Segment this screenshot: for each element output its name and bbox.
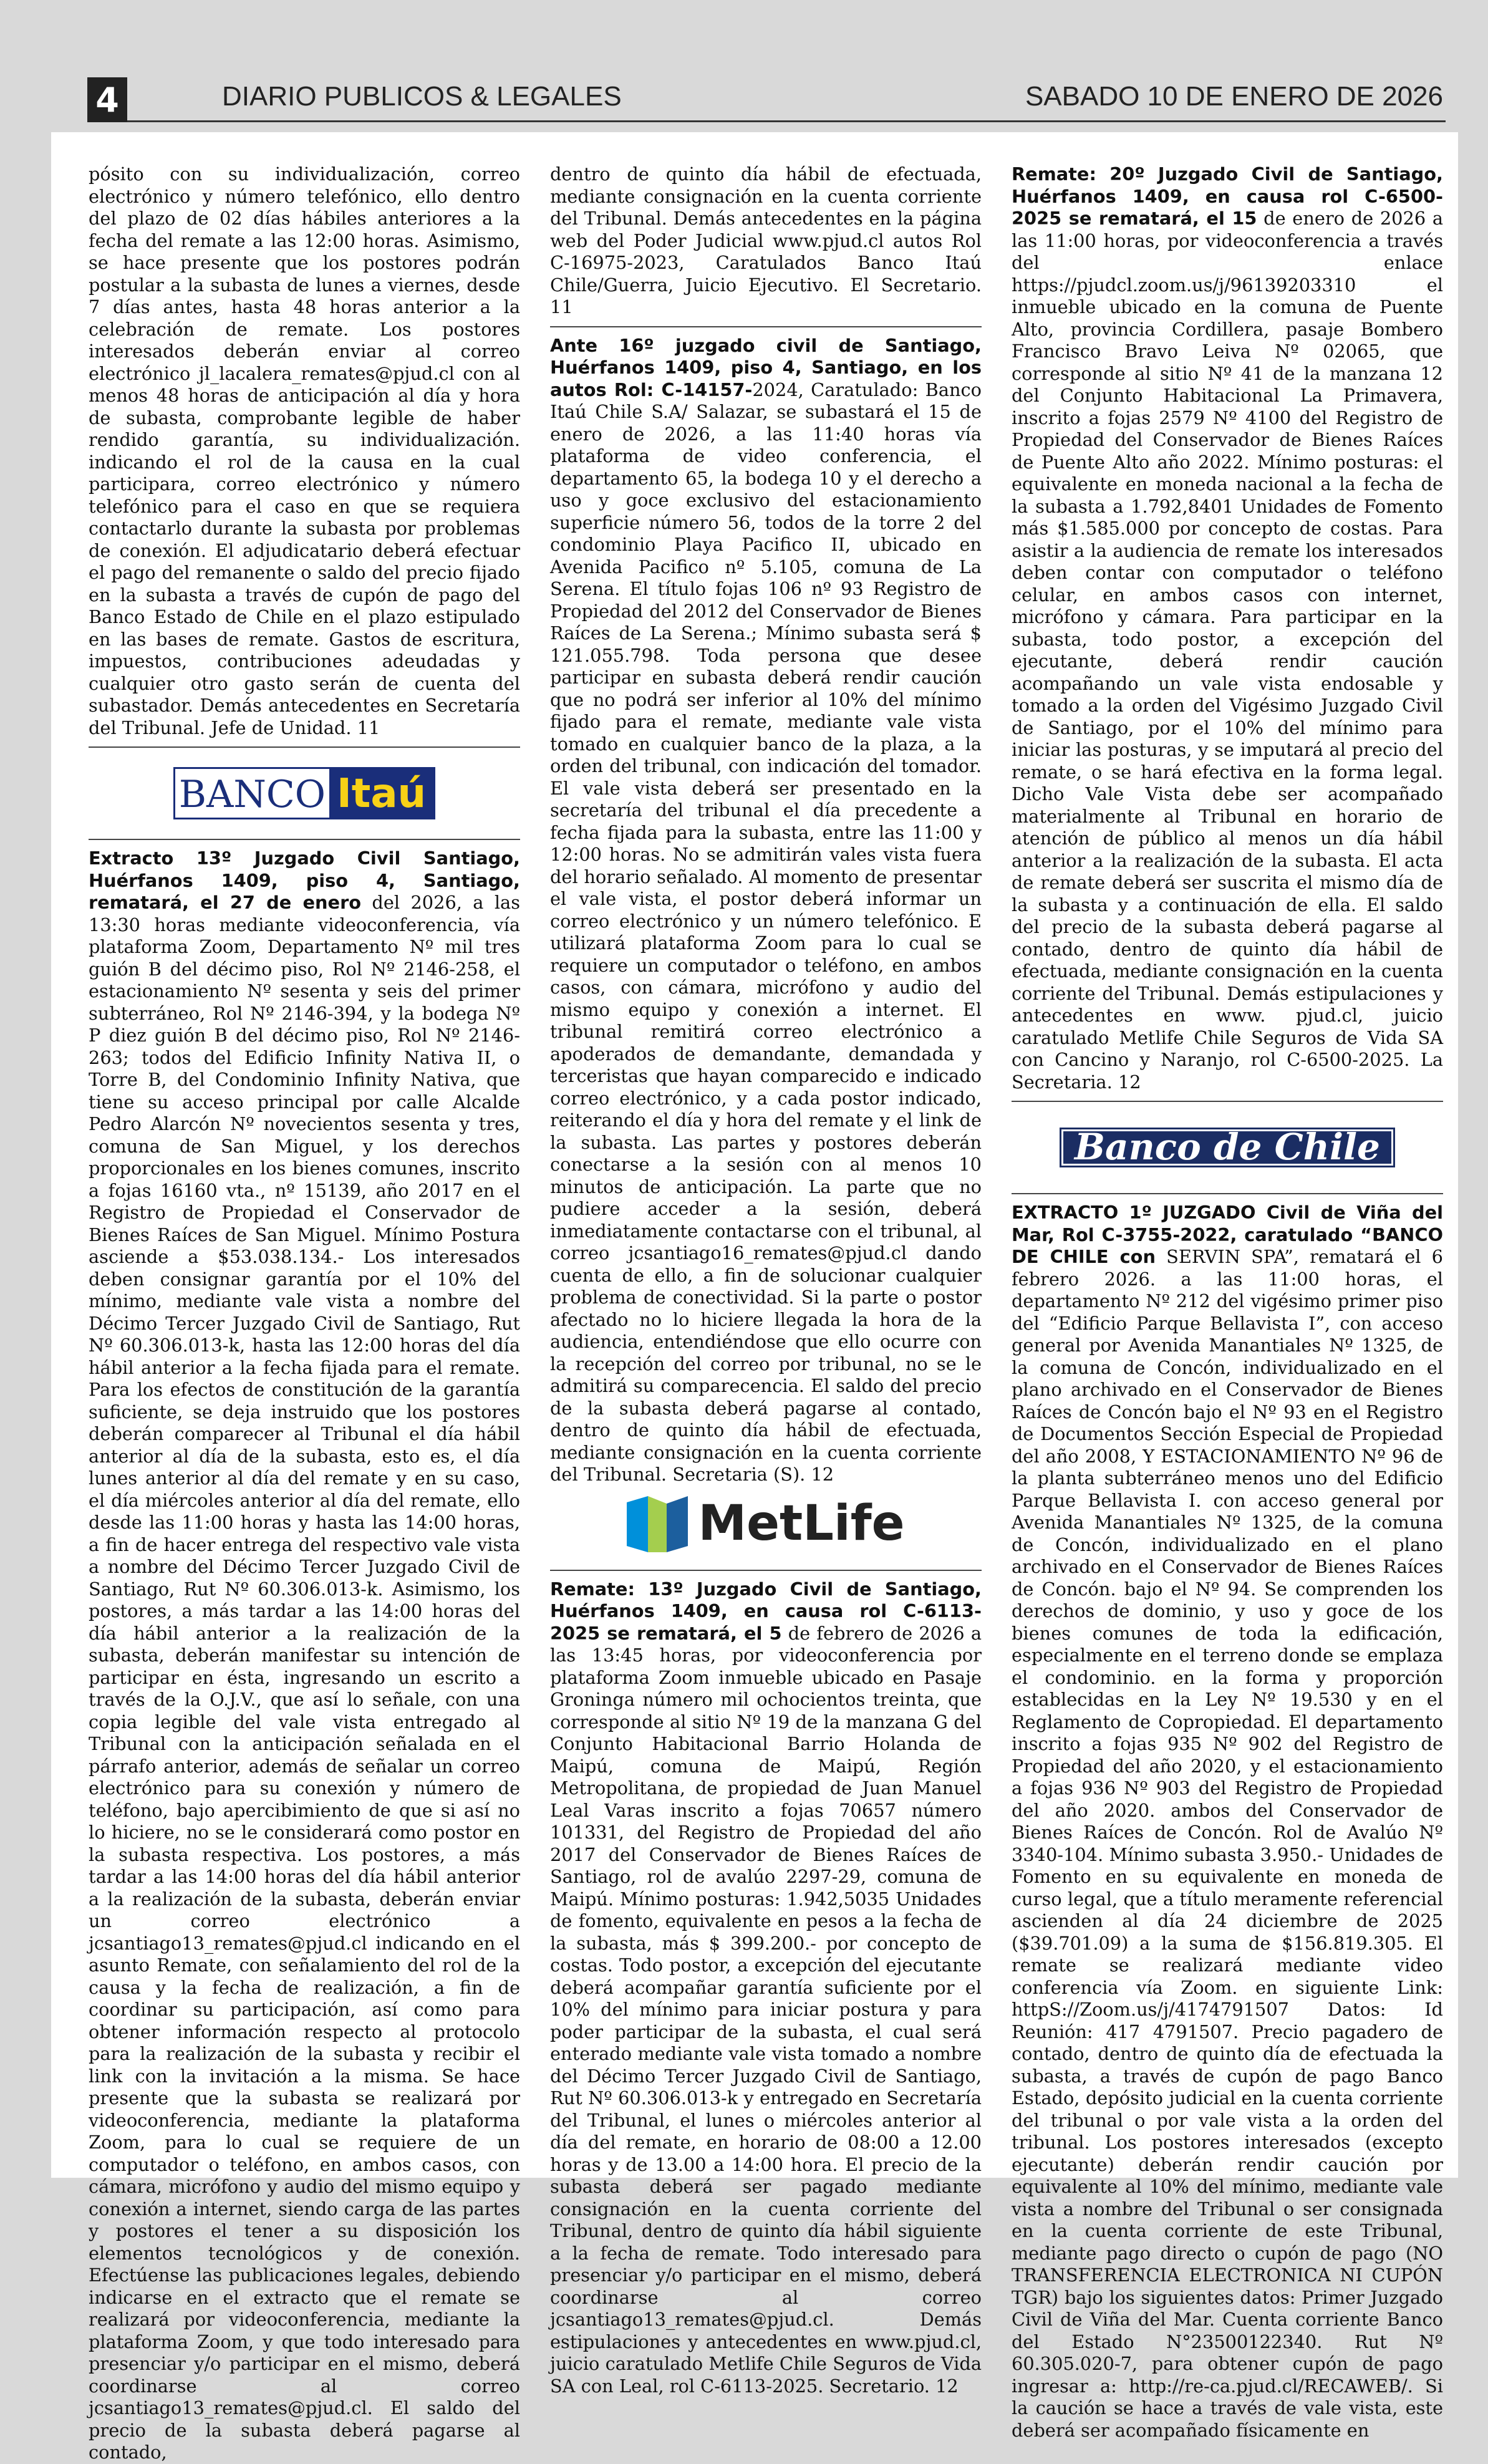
column-3 bbox=[1012, 163, 1443, 2442]
notice-body: SERVIN SPA”, rematará el 6 febrero 2026. a las 11:00 horas, el departamento Nº 212 del vigésimo primer piso del “Edificio Parque Bellavista I”, con acceso general por Avenida Manantiales Nº 1325, de la comuna de Concón, individualizado en el plano archivado en el Conservador de Bienes Raíces de Concón bajo el Nº 93 en el Registro de Documentos Sección Especial de Propiedad del año 2008, Y ESTACIONAMIENTO Nº 96 de la planta subterráneo menos uno del Edificio Parque Bellavista I. con acceso general por Avenida Manantiales Nº 1325, de la comuna de Concón, individualizado en el plano archivado en el Conservador de Bienes Raíces de Concón. bajo el Nº 94. Se comprenden los derechos de dominio, y uso y goce de los bienes comunes de toda la edificación, especialmente en el terreno donde se emplaza el condominio. en la forma y proporción establecidas en la Ley Nº 19.530 y en el Reglamento de Copropiedad. El departamento inscrito a fojas 935 Nº 902 del Registro de Propiedad del año 2020, y el estacionamiento a fojas 936 Nº 903 del Registro de Propiedad del año 2020. ambos del Conservador de Bienes Raíces de Concón. Rol de Avalúo Nº 3340-104. Mínimo subasta 3.950.- Unidades de Fomento en su equivalente en moneda de curso legal, que a título meramente referencial ascienden al día 24 diciembre de 2025 ($39.701.09) a la suma de $156.819.305. El remate se realizará mediante video conferencia vía Zoom. en siguiente Link: httpS://Zoom.us/j/4174791507 Datos: Id Reunión: 417 4791507. Precio pagadero de contado, dentro de quinto día de efectuada la subasta, a través de cupón de pago Banco Estado, depósito judicial en la cuenta corriente del tribunal o por vale vista a la orden del tribunal. Los postores interesados (excepto ejecutante) deberán rendir caución por equivalente al 10% del mínimo, mediante vale vista a nombre del Tribunal o ser consignada en la cuenta corriente de este Tribunal, mediante pago directo o cupón de pago (NO TRANSFERENCIA ELECTRONICA NI CUPÓN TGR) bajo los siguientes datos: Primer Juzgado Civil de Viña del Mar. Cuenta corriente Banco del Estado N°23500122340. Rut Nº 60.305.020-7, para obtener cupón de pago ingresar a: http://re-ca.pjud.cl/RECAWEB/. Si la caución se hace a través de vale vista, este deberá ser acompañado físicamente en bbox=[1012, 1246, 1443, 2441]
notice-heading: Remate: 20º Juzgado Civil de Santiago, Huérfanos 1409, en causa rol C-6500-2025 se rematará, el 15 bbox=[1012, 163, 1443, 229]
notice-body: del 2026, a las 13:30 horas mediante videoconferencia, vía plataforma Zoom, Departamento Nº mil tres guión B del décimo piso, Rol Nº 2146-258, el estacionamiento Nº sesenta y seis del primer subterráneo, Rol Nº 2146-394, y la bodega Nº P diez guión B del décimo piso, Rol Nº 2146-263; todos del Edificio Infinity Nativa II, o Torre B, del Condominio Infinity Nativa, que tiene su acceso principal por calle Alcalde Pedro Alarcón Nº novecientos sesenta y tres, comuna de San Miguel, y los derechos proporcionales en los bienes comunes, inscrito a fojas 16160 vta., nº 15139, año 2017 en el Registro de Propiedad el Conservador de Bienes Raíces de San Miguel. Mínimo Postura asciende a $53.038.134.- Los interesados deben consignar garantía por el 10% del mínimo, mediante vale vista a nombre del Décimo Tercer Juzgado Civil de Santiago, Rut Nº 60.306.013-k, hasta las 12:00 horas del día hábil anterior a la fecha fijada para el remate. Para los efectos de constitución de la garantía suficiente, se deja instruido que los postores deberán comparecer al Tribunal el día hábil anterior al día de la subasta, esto es, el día lunes anterior al día del remate y en su caso, el día miércoles anterior al día del remate, ello desde las 11:00 horas y hasta las 14:00 horas, a fin de hacer entrega del respectivo vale vista a nombre del Décimo Tercer Juzgado Civil de Santiago, Rut Nº 60.306.013-k. Asimismo, los postores, a más tardar a las 14:00 horas del día hábil anterior a la realización de la subasta, deberán manifestar su intención de participar en ésta, ingresando un escrito a través de la O.J.V., que así lo señale, con una copia legible del vale vista entregado al Tribunal con la anticipación señalada en el párrafo anterior, además de señalar un correo electrónico para su conexión y número de teléfono, bajo apercibimiento de que si así no lo hiciere, no se le considerará como postor en la subasta respectiva. Los postores, a más tardar a las 14:00 horas del día hábil anterior a la realización de la subasta, deberán enviar un correo electrónico a jcsantiago13_remates@pjud.cl indicando en el asunto Remate, con señalamiento del rol de la causa y la fecha de realización, a fin de coordinar su participación, así como para obtener información respecto al protocolo para la realización de la subasta y recibir el link con la invitación a la misma. Se hace presente que la subasta se realizará por videoconferencia, mediante la plataforma Zoom, para lo cual se requiere de un computador o teléfono, en ambos casos, con cámara, micrófono y audio del mismo equipo y conexión a internet, siendo carga de las partes y postores el tener a su disposición los elementos tecnológicos y de conexión. Efectúense las publicaciones legales, debiendo indicarse en el extracto que el remate se realizará por videoconferencia, mediante la plataforma Zoom, y que todo interesado para presenciar y/o participar en el mismo, deberá coordinarse al correo jcsantiago13_remates@pjud.cl. El saldo del precio de la subasta deberá pagarse al contado, bbox=[89, 892, 520, 2463]
divider bbox=[89, 839, 520, 840]
notice-text bbox=[550, 1578, 982, 2398]
issue-date: SABADO 10 DE ENERO DE 2026 bbox=[1025, 81, 1443, 112]
logo-text: BANCO bbox=[178, 773, 326, 816]
notice-text bbox=[1012, 163, 1443, 1093]
notice-body: 2024, Caratulado: Banco Itaú Chile S.A/ Salazar, se subastará el 15 de enero de 2026, a las 11:40 horas vía plataforma de video conferencia, el departamento 65, la bodega 10 y el derecho a uso y goce exclusivo del estacionamiento superficie número 56, todos de la torre 2 del condominio Playa Pacifico II, ubicado en Avenida Pacifico nº 5.105, comuna de La Serena. El título fojas 106 nº 93 Registro de Propiedad del 2012 del Conservador de Bienes Raíces de La Serena.; Mínimo subasta será $ 121.055.798. Toda persona que desee participar en subasta deberá rendir caución que no podrá ser inferior al 10% del mínimo fijado para el remate, mediante vale vista tomado en cualquier banco de la plaza, a la orden del tribunal, con indicación del tomador. El vale vista deberá ser presentado en la secretaría del tribunal el día precedente a fecha fijada para la subasta, entre las 11:00 y 12:00 horas. No se admitirán vales vista fuera del horario señalado. Al momento de presentar el vale vista, el postor deberá informar un correo electrónico y un número telefónico. E utilizará plataforma Zoom para lo cual se requiere un computador o teléfono, en ambos casos, con cámara, micrófono y audio del mismo equipo y conexión a internet. El tribunal remitirá correo electrónico a apoderados de demandante, demandada y terceristas que hayan comparecido e indicado correo electrónico, y a cada postor indicado, reiterando el día y hora del remate y el link de la subasta. Las partes y postores deberán conectarse a la sesión con al menos 10 minutos de anticipación. La parte que no pudiere acceder a la sesión, deberá inmediatamente contactarse con el tribunal, al correo jcsantiago16_remates@pjud.cl dando cuenta de ello, a fin de solucionar cualquier problema de conectividad. Si la parte o postor afectado no lo hiciere llegada la hora de la audiencia, entendiéndose que ello ocurre con la recepción del correo por tribunal, no se le admitirá su comparecencia. El saldo del precio de la subasta deberá pagarse al contado, dentro de quinto día hábil de efectuada, mediante consignación en la cuenta corriente del Tribunal. Secretaria (S). 12 bbox=[550, 379, 982, 1485]
metlife-icon bbox=[627, 1496, 688, 1552]
banco-de-chile-logo bbox=[1012, 1109, 1443, 1186]
column-2 bbox=[550, 163, 982, 2397]
page-header bbox=[87, 77, 1446, 122]
notice-text: dentro de quinto día hábil de efectuada, mediante consignación en la cuenta corriente del Tribunal. Demás antecedentes en la página web del Poder Judicial www.pjud.cl autos Rol C-16975-2023, Caratulados Banco Itaú Chile/Guerra, Juicio Ejecutivo. El Secretario. 11 bbox=[550, 163, 982, 317]
divider bbox=[1012, 1101, 1443, 1102]
divider bbox=[1012, 1193, 1443, 1194]
notice-heading: Extracto 13º Juzgado Civil Santiago, Huérfanos 1409, piso 4, Santiago, rematará, el 27 de enero bbox=[89, 848, 520, 913]
notice-text: pósito con su individualización, correo electrónico y número telefónico, ello dentro del plazo de 02 días hábiles anteriores a la fecha del remate a las 12:00 horas. Asimismo, se hace presente que los postores podrán postular a la subasta de lunes a viernes, desde 7 días antes, hasta 48 horas anterior a la celebración de remate. Los postores interesados deberán enviar al correo electrónico jl_lacalera_remates@pjud.cl con al menos 48 horas de anticipación al día y hora de subasta, comprobante legible de haber rendido garantía, su individualización. indicando el rol de la causa en la cual participara, correo electrónico y número telefónico para el caso en que se requiera contactarlo durante la subasta por problemas de conexión. El adjudicatario deberá efectuar el pago del remanente o saldo del precio fijado en la subasta a través de cupón de pago del Banco Estado de Chile en el plazo estipulado en las bases de remate. Gastos de escritura, impuestos, contribuciones adeudadas y cualquier otro gasto serán de cuenta del subastador. Demás antecedentes en Secretaría del Tribunal. Jefe de Unidad. 11 bbox=[89, 163, 520, 738]
notice-heading: Ante 16º juzgado civil de Santiago, Huérfanos 1409, piso 4, Santiago, en los autos Rol: C-14157- bbox=[550, 334, 982, 400]
divider bbox=[550, 1570, 982, 1571]
metlife-logo bbox=[550, 1486, 982, 1562]
notice-heading: EXTRACTO 1º JUZGADO Civil de Viña del Mar, Rol C-3755-2022, caratulado “BANCO DE CHILE con bbox=[1012, 1202, 1443, 1267]
notice-text bbox=[89, 848, 520, 2464]
newspaper-title: DIARIO PUBLICOS & LEGALES bbox=[222, 81, 622, 112]
notice-heading: Remate: 13º Juzgado Civil de Santiago, Huérfanos 1409, en causa rol C-6113-2025 se rematará, el 5 bbox=[550, 1578, 982, 1644]
notice-body: de enero de 2026 a las 11:00 horas, por videoconferencia a través del enlace https://pjudcl.zoom.us/j/96139203310 el inmueble ubicado en la comuna de Puente Alto, provincia Cordillera, pasaje Bombero Francisco Bravo Leiva Nº 02065, que corresponde al sitio Nº 41 de la manzana 12 del Conjunto Habitacional La Primavera, inscrito a fojas 2579 Nº 4100 del Registro de Propiedad del Conservador de Bienes Raíces de Puente Alto año 2022. Mínimo posturas: el equivalente en moneda nacional a la fecha de la subasta a 1.792,8401 Unidades de Fomento más $1.585.000 por concepto de costas. Para asistir a la audiencia de remate los interesados deben contar con computador o teléfono celular, en ambos casos con internet, micrófono y cámara. Para participar en la subasta, todo postor, a excepción del ejecutante, deberá rendir caución acompañando un vale vista endosable y tomado a la orden del Vigésimo Juzgado Civil de Santiago, por el 10% del mínimo para iniciar las posturas, y se imputará al precio del remate, o se hará efectiva en la forma legal. Dicho Vale Vista debe ser acompañado materialmente al Tribunal en horario de atención de público al menos un día hábil anterior a la realización de la subasta. El acta de remate deberá ser suscrita el mismo día de la subasta y a continuación de ella. El saldo del precio de la subasta deberá pagarse al contado, dentro de quinto día hábil de efectuada, mediante consignación en la cuenta corriente del Tribunal. Demás estipulaciones y antecedentes en www. pjud.cl, juicio caratulado Metlife Chile Seguros de Vida SA con Cancino y Naranjo, rol C-6500-2025. La Secretaria. 12 bbox=[1012, 208, 1443, 1093]
notice-body: de febrero de 2026 a las 13:45 horas, por videoconferencia por plataforma Zoom inmueble ubicado en Pasaje Groninga número mil ochocientos treinta, que corresponde al sitio Nº 19 de la manzana G del Conjunto Habitacional Barrio Holanda de Maipú, comuna de Maipú, Región Metropolitana, de propiedad de Juan Manuel Leal Varas inscrito a fojas 70657 número 101331, del Registro de Propiedad del año 2017 del Conservador de Bienes Raíces de Santiago, rol de avalúo 2297-29, comuna de Maipú. Mínimo posturas: 1.942,5035 Unidades de fomento, equivalente en pesos a la fecha de la subasta, más $ 399.200.- por concepto de costas. Todo postor, a excepción del ejecutante deberá acompañar garantía suficiente por el 10% del mínimo para iniciar postura y para poder participar de la subasta, el cual será enterado mediante vale vista tomado a nombre del Décimo Tercer Juzgado Civil de Santiago, Rut Nº 60.306.013-k y entregado en Secretaría del Tribunal, el lunes o miércoles anterior al día del remate, en horario de 08:00 a 12.00 horas y de 13.00 a 14:00 hora. El precio de la subasta deberá ser pagado mediante consignación en la cuenta corriente del Tribunal, dentro de quinto día hábil siguiente a la fecha de remate. Todo interesado para presenciar y/o participar en el mismo, deberá coordinarse al correo jcsantiago13_remates@pjud.cl. Demás estipulaciones y antecedentes en www.pjud.cl, juicio caratulado Metlife Chile Seguros de Vida SA con Leal, rol C-6113-2025. Secretario. 12 bbox=[550, 1622, 982, 2397]
notice-text bbox=[1012, 1202, 1443, 2442]
logo-text: Itaú bbox=[329, 769, 433, 818]
column-1 bbox=[89, 163, 520, 2464]
logo-text: MetLife bbox=[698, 1495, 905, 1552]
page-number: 4 bbox=[87, 77, 127, 122]
logo-text: Banco de Chile bbox=[1061, 1129, 1393, 1166]
page-body bbox=[51, 132, 1458, 2463]
divider bbox=[89, 746, 520, 748]
divider bbox=[550, 326, 982, 327]
notice-text bbox=[550, 335, 982, 1486]
banco-itau-logo bbox=[89, 755, 520, 831]
